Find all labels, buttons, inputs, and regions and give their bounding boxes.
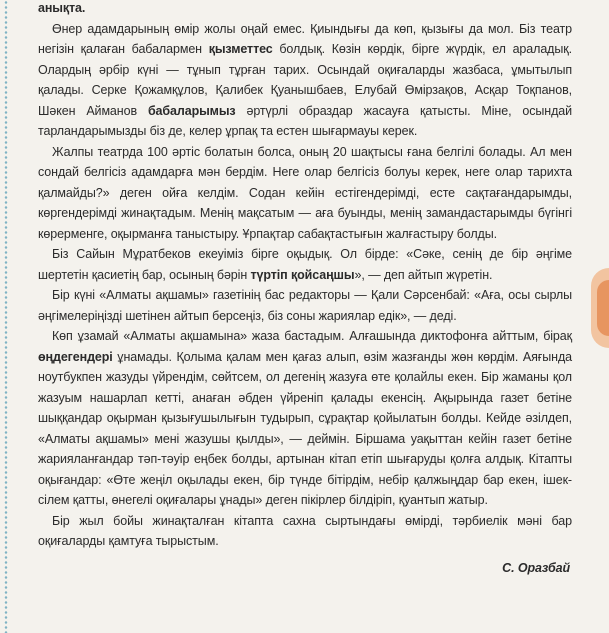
paragraph bbox=[38, 511, 572, 552]
text-run: Біз Сайын Мұратбеков екеуіміз бірге оқыдық. Ол бірде: «Сәке, сенің де бір әңгіме шертетін қасиетің бар, осының бәрін bbox=[38, 247, 572, 282]
bold-term: өңдегендері bbox=[38, 349, 113, 364]
text-run: болдық. Көзін көрдік, бірге жүрдік, ел араладық. Олардың әрбір күні — тұнып тұрған тарих. Осындай оқиғаларды жазбаса, ұмытылып қалады. Серке Қожамқұлов, Қалибек Қуанышбаев, Елубай Өмірзақов, Асқар Тоқпанов, Шәкен Айманов bbox=[38, 42, 572, 118]
heading-fragment: анықта. bbox=[38, 1, 86, 15]
paragraph bbox=[38, 244, 572, 285]
bold-term: түртіп қойсаңшы bbox=[250, 267, 355, 282]
paragraph bbox=[38, 142, 572, 245]
text-run: әртүрлі образдар жасауға қатысты. Міне, осындай тарландарымызды біз де, келер ұрпақ та естен шығармауы керек. bbox=[38, 103, 573, 138]
article bbox=[38, 0, 572, 578]
text-run: Бір күні «Алматы ақшамы» газетінің бас редакторы — Қали Сәрсенбай: «Аға, осы сырлы әңгімелеріңізді шетінен айтып берсеңіз, біз соны жариялар едік», — деді. bbox=[38, 288, 572, 323]
text-run: Өнер адамдарының өмір жолы оңай емес. Қиындығы да көп, қызығы да мол. Біз театр негізін қалаған бабалармен bbox=[38, 21, 572, 56]
paragraph bbox=[38, 326, 572, 511]
page-edge-tab-marker bbox=[597, 280, 609, 336]
dotted-margin-border bbox=[4, 0, 8, 633]
text-run: Бір жыл бойы жинақталған кітапта сахна сыртындағы өмірді, тәрбиелік мәні бар оқиғаларды қамтуға тырыстым. bbox=[38, 513, 572, 548]
paragraph bbox=[38, 285, 572, 326]
author-signature: С. Оразбай bbox=[502, 560, 570, 575]
text-run: Көп ұзамай «Алматы ақшамына» жаза бастадым. Алғашында диктофонға айттым, бірақ bbox=[52, 329, 572, 343]
bold-term: бабаларымыз bbox=[147, 103, 236, 118]
text-run: ұнамады. Қолыма қалам мен қағаз алып, өзім жазғанды жөн көрдім. Аяғында ноутбукпен жазуды үйрендім, сөйтсем, ол дегенің жазуға өте қолайлы екен. Бір жаманы қол жазуым нашарлап кетті, анаған әбден үйреніп қалады екенсің. Ақырында газет бетіне шыққандар оқырман қызығушылығын тудырып, сұрақтар қойылатын болды. Кейде әзілдеп, «Алматы ақшамы» мені жазушы қылды», — деймін. Біршама уақыттан кейін газет бетіне жарияланғандар тәп-тәуір еңбек болды, артынан кітап етіп шығаруды қолға алдық. Кітапты оқығандар: «Өте жеңіл оқылады екен, бір түнде бітірдім, небір қалжыңдар бар екен, ішек-сілем қатты, өнегелі оқиғалары ұнады» деген пікірлер білдіріп, қуантып жатыр. bbox=[38, 349, 572, 507]
paragraph bbox=[38, 19, 572, 142]
bold-term: қызметтес bbox=[208, 42, 273, 56]
text-run: », — деп айтып жүретін. bbox=[354, 267, 493, 282]
text-run: Жалпы театрда 100 әртіс болатын болса, оның 20 шақтысы ғана белгілі болады. Ал мен сондай белгісіз адамдарға мән бердім. Неге олар белгісіз болуы керек, неге олар тарихта қалмайды?» деген ойға келдім. Содан кейін естігендерімді, есте сақтағандарымды, көргендерімді жинақтадым. Менің мақсатым — аға буынды, менің замандастарымды бүгінгі көрерменге, оқырманға таныстыру. Ұрпақтар сабақтастығын жалғастыру болды. bbox=[38, 144, 572, 241]
article-body bbox=[38, 19, 572, 552]
